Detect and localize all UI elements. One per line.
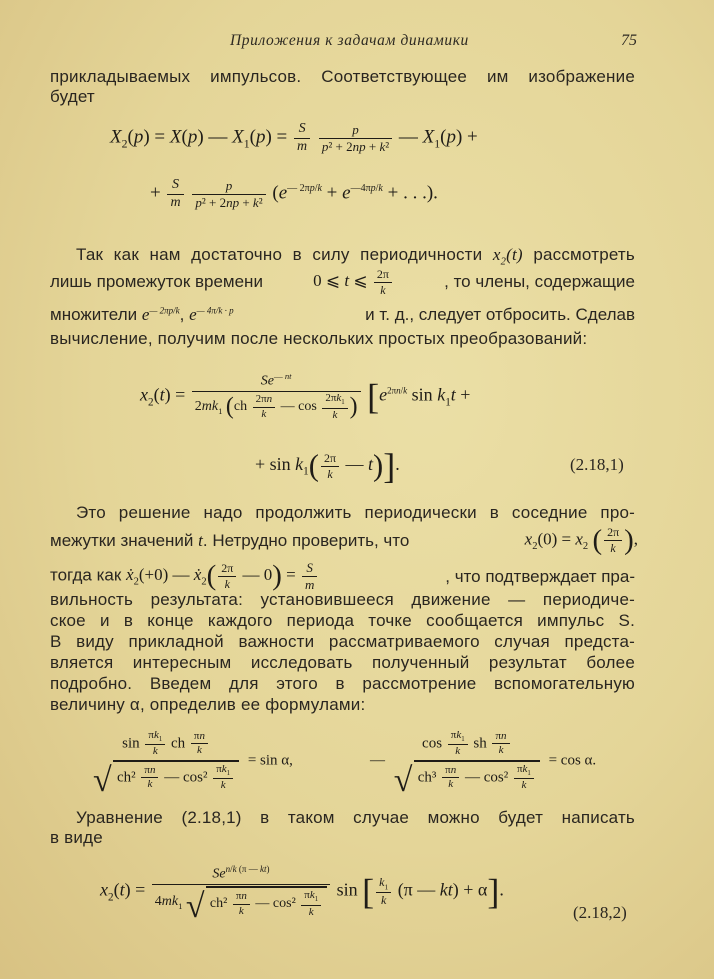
equation-X2-line2: + $\frac{S}{m}$ $\frac{p}{\text{p² + 2np + k²}}$ ($e^{— 2\pi p/k} + e^{—4\pi p/k}$ + . . .). bbox=[150, 177, 438, 210]
equation-2-18-2: $x_2(t)$ = $Se^{n/k (\pi — kt)}$ $4mk_1$ √ ch² $\frac{\pi n}{k}$ — cos² $\frac{\pi k_1}{k}$ sin [ $\frac{k_1}{k}$ (π — kt) + α]. bbox=[100, 864, 504, 926]
equation-number: (2.18,2) bbox=[573, 903, 627, 922]
equation-sin-alpha: sin $\frac{\pi k_1}{k}$ ch $\frac{\pi n}{k}$ √ ch² $\frac{\pi n}{k}$ — cos² $\frac{\pi k_1}{k}$ = sin α, bbox=[93, 729, 293, 799]
text-span: . Нетрудно проверить, что bbox=[202, 530, 410, 550]
running-header-title: Приложения к задачам динамики bbox=[230, 32, 469, 49]
text-line: величину α, определив ее формулами: bbox=[50, 695, 366, 714]
equation-2-18-1-line1: $x_2(t)$ = $Se^{— nt}$ $2mk_1$ (ch $\frac{2\pi n}{k}$ — cos $\frac{2\pi k_1}{k}$ ) [$e^{2\pi n/k}$ $\sin k_1t$ + bbox=[140, 371, 471, 421]
equation-cos-alpha: — cos $\frac{\pi k_1}{k}$ sh $\frac{\pi n}{k}$ √ ch³ $\frac{\pi n}{k}$ — cos² $\frac{\pi k_1}{k}$ = cos α. bbox=[370, 729, 597, 799]
equation-number: (2.18,1) bbox=[570, 455, 624, 474]
math-inline-exp2: $e^{— 4\pi/k \cdot p}$ bbox=[189, 305, 234, 324]
text-line: подробно. Введем для этого в рассмотрение вспомогательную bbox=[50, 674, 635, 693]
math-inline-exp1: $e^{— 2\pi p/k}$ bbox=[141, 305, 180, 324]
text-span: рассмотреть bbox=[533, 245, 635, 264]
text-line: вляется интересным исследовать полученный результат более bbox=[50, 653, 635, 672]
text-line: ское и в конце каждого периода точке сообщается импульс S. bbox=[50, 611, 635, 630]
text-span: , то члены, содержащие bbox=[444, 272, 635, 292]
text-span: тогда как bbox=[50, 565, 122, 585]
text-line: будет bbox=[50, 87, 95, 106]
math-inline-interval: 0 ⩽ t ⩽ $\frac{2\pi}{k}$ bbox=[313, 268, 394, 296]
page-number: 75 bbox=[621, 32, 637, 49]
text-span: множители bbox=[50, 305, 138, 324]
equation-X2-line1: $X_2(p) = X(p)$ — $X_1(p)$ = $\frac{S}{m}$ $\frac{p}{\text{p² + 2np + k²}}$ — $X_1(p)$ + bbox=[110, 121, 478, 154]
text-line: вильность результата: установившееся движение — периодиче- bbox=[50, 590, 635, 609]
math-inline-x2t: $x_2(t)$ bbox=[492, 245, 523, 268]
text-line: прикладываемых импульсов. Соответствующее им изображение bbox=[50, 67, 635, 86]
text-line bbox=[50, 268, 635, 296]
text-line: Уравнение (2.18,1) в таком случае можно будет написать bbox=[76, 808, 635, 827]
text-span: и т. д., следует отбросить. Сделав bbox=[365, 305, 635, 324]
text-line: В виду прикладной важности рассматриваемого случая предста- bbox=[50, 632, 635, 651]
text-line: множители $e^{— 2\pi p/k}$, $e^{— 4\pi/k \cdot p}$ и т. д., следует отбросить. Сделав bbox=[50, 305, 635, 324]
equation-2-18-1-line2: + $\sin k_1$( $\frac{2\pi}{k}$ — t)]. bbox=[255, 446, 400, 486]
text-line bbox=[50, 524, 638, 557]
text-line: вычисление, получим после нескольких простых преобразований: bbox=[50, 329, 588, 348]
text-span: межутки значений bbox=[50, 530, 194, 550]
math-inline-periodicity: $x_2(0) = x_2$ ( $\frac{2\pi}{k}$ ), bbox=[524, 524, 638, 556]
text-line bbox=[50, 560, 635, 593]
text-span: , что подтверждает пра- bbox=[445, 566, 635, 586]
text-line: в виде bbox=[50, 828, 103, 847]
text-line: Это решение надо продолжить периодически в соседние про- bbox=[76, 503, 635, 522]
text-span: Так как нам достаточно в силу периодичности bbox=[76, 245, 483, 264]
math-inline-t: t bbox=[198, 530, 203, 550]
text-span: лишь промежуток времени bbox=[50, 272, 263, 292]
text-line bbox=[76, 245, 635, 267]
math-inline-velocity-jump: ẋ$_2$(+0) — ẋ$_2$( $\frac{2\pi}{k}$ — 0) = $\frac{S}{m}$ bbox=[126, 565, 319, 584]
